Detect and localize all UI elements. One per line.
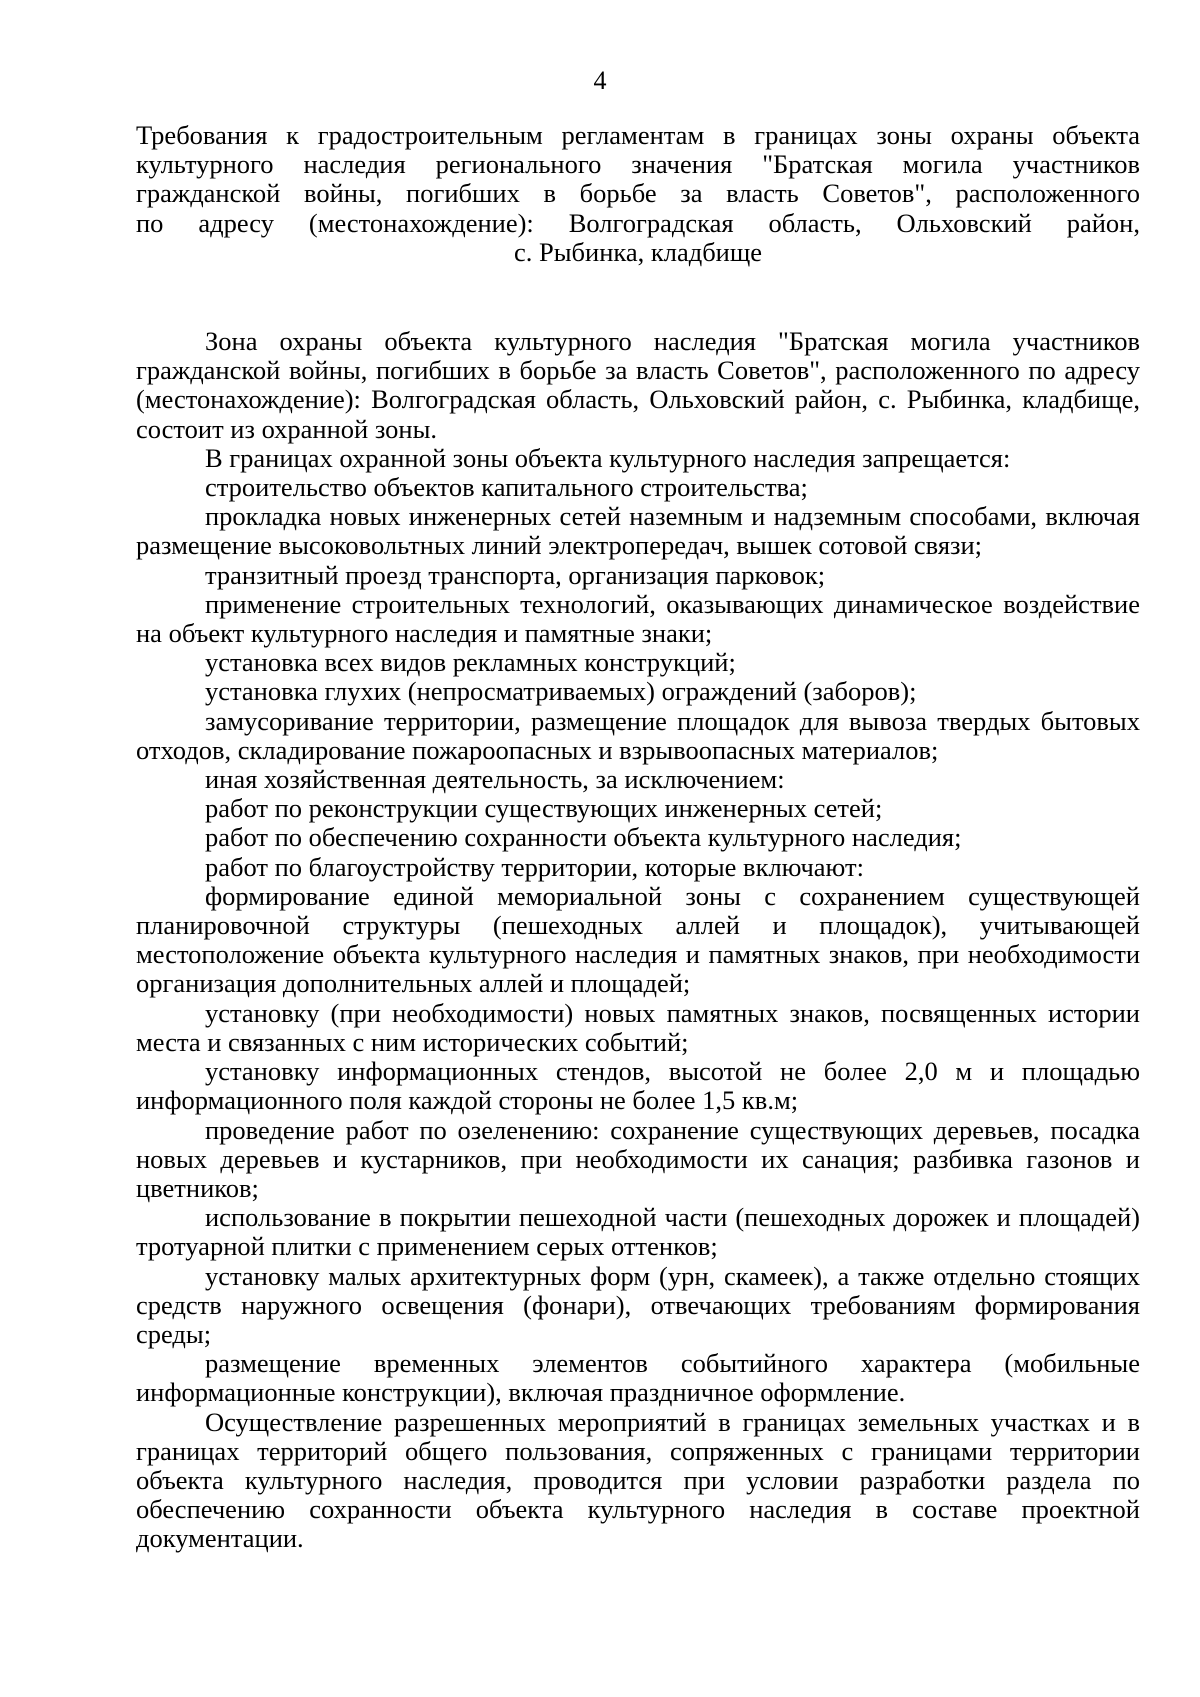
paragraph: В границах охранной зоны объекта культурного наследия запрещается: <box>205 442 1011 473</box>
paragraph: использование в покрытии пешеходной части (пешеходных дорожек и площадей) тротуарной плитки с применением серых оттенков; <box>136 1202 1140 1262</box>
paragraph: Зона охраны объекта культурного наследия "Братская могила участников гражданской войны, погибших в борьбе за власть Советов", расположенного по адресу (местонахождение): Волгоградская область, Ольховский район, с. Рыбинка, кладбище, состоит из охранной зоны. <box>136 326 1140 444</box>
paragraph: установку (при необходимости) новых памятных знаков, посвященных истории места и связанных с ним исторических событий; <box>136 997 1140 1057</box>
page-number: 4 <box>593 66 607 95</box>
paragraph: строительство объектов капитального строительства; <box>205 472 808 503</box>
paragraph: прокладка новых инженерных сетей наземным и надземным способами, включая размещение высоковольтных линий электропередач, вышек сотовой связи; <box>136 501 1140 561</box>
paragraph: формирование единой мемориальной зоны с сохранением существующей планировочной структуры (пешеходных аллей и площадок), учитывающей местоположение объекта культурного наследия и памятных знаков, при необходимости организация дополнительных аллей и площадей; <box>136 880 1140 999</box>
title-line: гражданской войны, погибших в борьбе за власть Советов", расположенного <box>136 178 1140 209</box>
paragraph: применение строительных технологий, оказывающих динамическое воздействие на объект культурного наследия и памятные знаки; <box>136 588 1140 649</box>
document-content <box>136 121 1140 1554</box>
paragraph: размещение временных элементов событийного характера (мобильные информационные конструкции), включая праздничное оформление. <box>136 1348 1140 1408</box>
title-line: по адресу (местонахождение): Волгоградская область, Ольховский район, <box>136 207 1140 238</box>
paragraph: работ по благоустройству территории, которые включают: <box>205 851 864 882</box>
paragraph: Осуществление разрешенных мероприятий в границах земельных участках и в границах территорий общего пользования, сопряженных с границами территории объекта культурного наследия, проводится при условии разработки раздела по обеспечению сохранности объекта культурного наследия в составе проектной документации. <box>136 1406 1140 1554</box>
title-line: Требования к градостроительным регламентам в границах зоны охраны объекта <box>136 120 1140 150</box>
title-line: с. Рыбинка, кладбище <box>513 236 763 267</box>
paragraph: проведение работ по озеленению: сохранение существующих деревьев, посадка новых деревьев и кустарников, при необходимости их санация; разбивка газонов и цветников; <box>136 1114 1140 1203</box>
paragraph: установку малых архитектурных форм (урн, скамеек), а также отдельно стоящих средств наружного освещения (фонари), отвечающих требованиям формирования среды; <box>136 1260 1140 1349</box>
paragraph: установка глухих (непросматриваемых) ограждений (заборов); <box>205 676 917 707</box>
paragraph: замусоривание территории, размещение площадок для вывоза твердых бытовых отходов, складирование пожароопасных и взрывоопасных материалов; <box>136 705 1140 765</box>
title-line: культурного наследия регионального значения "Братская могила участников <box>136 149 1140 180</box>
document-title <box>136 121 1140 267</box>
paragraph: установка всех видов рекламных конструкций; <box>205 647 736 678</box>
paragraph: транзитный проезд транспорта, организация парковок; <box>205 559 826 590</box>
document-body <box>136 327 1140 1554</box>
paragraph: работ по обеспечению сохранности объекта культурного наследия; <box>205 822 962 853</box>
paragraph: установку информационных стендов, высотой не более 2,0 м и площадью информационного поля каждой стороны не более 1,5 кв.м; <box>136 1056 1140 1116</box>
paragraph: работ по реконструкции существующих инженерных сетей; <box>205 793 883 824</box>
paragraph: иная хозяйственная деятельность, за исключением: <box>205 764 785 795</box>
